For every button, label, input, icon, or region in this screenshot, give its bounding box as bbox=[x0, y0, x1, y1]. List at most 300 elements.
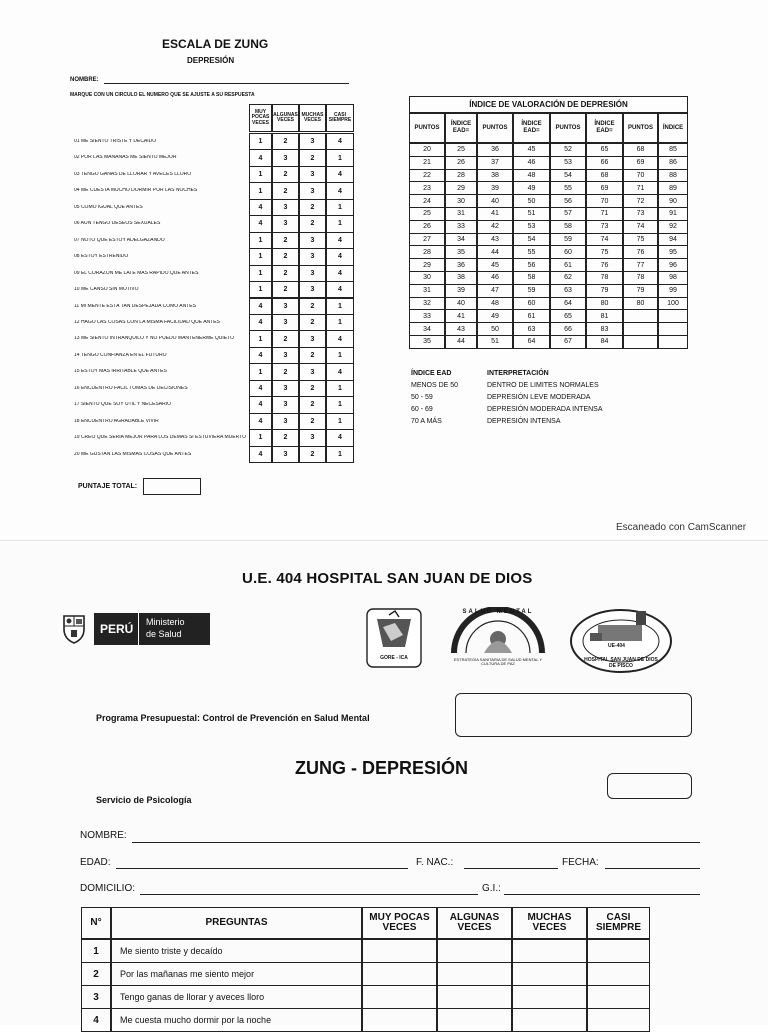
index-cell: 46 bbox=[513, 156, 550, 170]
score-cell: 3 bbox=[299, 363, 326, 380]
index-cell bbox=[658, 322, 688, 336]
score-cell: 4 bbox=[326, 429, 354, 446]
index-cell bbox=[623, 335, 658, 349]
fecha-line[interactable] bbox=[605, 868, 700, 869]
index-cell: 84 bbox=[586, 335, 623, 349]
fnac-line[interactable] bbox=[464, 868, 558, 869]
index-cell: 69 bbox=[623, 156, 658, 170]
hospital-seal-logo bbox=[568, 605, 674, 675]
score-cell: 3 bbox=[272, 314, 299, 331]
index-cell: 80 bbox=[586, 297, 623, 311]
index-cell: 33 bbox=[445, 220, 477, 234]
score-cell: 3 bbox=[299, 133, 326, 150]
index-cell: 34 bbox=[445, 233, 477, 247]
index-cell: 30 bbox=[445, 194, 477, 208]
scale-subtitle: DEPRESIÓN bbox=[187, 56, 235, 65]
score-cell: 4 bbox=[326, 248, 354, 265]
index-cell: 29 bbox=[445, 181, 477, 195]
camscanner-watermark: Escaneado con CamScanner bbox=[616, 522, 747, 533]
question-text: 11 MI MENTE ESTÁ TAN DESPEJADA COMO ANTES bbox=[74, 303, 196, 309]
index-cell: 28 bbox=[409, 245, 445, 259]
question-text: 05 COMO IGUAL QUE ANTES bbox=[74, 204, 143, 210]
score-cell: 1 bbox=[326, 347, 354, 364]
score-cell: 3 bbox=[299, 281, 326, 298]
question-cell: Me cuesta mucho dormir por la noche bbox=[111, 1008, 362, 1032]
index-cell: 45 bbox=[477, 258, 513, 272]
score-cell: 3 bbox=[299, 232, 326, 249]
index-header: PUNTOS bbox=[409, 113, 445, 143]
index-cell: 26 bbox=[409, 220, 445, 234]
name-line bbox=[104, 83, 349, 84]
question-text: 01 ME SIENTO TRISTE Y DECAIDO bbox=[74, 139, 157, 144]
interp-meaning: DENTRO DE LIMITES NORMALES bbox=[487, 382, 599, 389]
index-cell: 71 bbox=[586, 207, 623, 221]
score-cell: 3 bbox=[272, 199, 299, 216]
index-cell bbox=[658, 309, 688, 323]
index-cell: 25 bbox=[409, 207, 445, 221]
logo-divider bbox=[138, 613, 139, 645]
question-text: 12 HAGO LAS COSAS CON LA MISMA FACILIDAD QUE ANTES bbox=[74, 319, 220, 325]
index-cell: 65 bbox=[550, 309, 586, 323]
score-cell: 3 bbox=[299, 166, 326, 183]
score-cell: 1 bbox=[326, 314, 354, 331]
index-cell: 52 bbox=[550, 143, 586, 157]
interp-range: 50 - 59 bbox=[411, 394, 433, 401]
index-cell: 70 bbox=[586, 194, 623, 208]
index-cell: 86 bbox=[658, 156, 688, 170]
index-header: ÍNDICE EAD= bbox=[513, 113, 550, 143]
score-cell: 4 bbox=[326, 330, 354, 347]
hospital-seal-label: HOSPITAL SAN JUAN DE DIOS DE PISCO bbox=[584, 657, 658, 669]
index-cell: 29 bbox=[409, 258, 445, 272]
index-cell: 59 bbox=[550, 233, 586, 247]
index-cell: 60 bbox=[550, 245, 586, 259]
index-cell: 35 bbox=[409, 335, 445, 349]
index-cell: 44 bbox=[445, 335, 477, 349]
table-header: ALGUNAS VECES bbox=[437, 907, 512, 939]
score-cell: 1 bbox=[249, 330, 272, 347]
question-cell: Tengo ganas de llorar y aveces lloro bbox=[111, 985, 362, 1009]
index-cell: 80 bbox=[623, 297, 658, 311]
answer-cell[interactable] bbox=[587, 1008, 650, 1032]
score-cell: 3 bbox=[272, 380, 299, 397]
table-header: MUCHAS VECES bbox=[512, 907, 587, 939]
score-cell: 2 bbox=[272, 248, 299, 265]
minsa-logo bbox=[94, 613, 210, 645]
index-header: ÍNDICE EAD= bbox=[445, 113, 477, 143]
index-cell: 21 bbox=[409, 156, 445, 170]
index-cell: 100 bbox=[658, 297, 688, 311]
table-header: PREGUNTAS bbox=[111, 907, 362, 939]
hospital-seal-ue: UE-404 bbox=[608, 643, 625, 649]
score-cell: 1 bbox=[326, 413, 354, 430]
index-table-title: ÍNDICE DE VALORACIÓN DE DEPRESIÓN bbox=[409, 96, 688, 113]
index-cell: 55 bbox=[550, 181, 586, 195]
index-header: ÍNDICE bbox=[658, 113, 688, 143]
index-cell: 64 bbox=[513, 335, 550, 349]
score-cell: 3 bbox=[299, 265, 326, 282]
answer-cell[interactable] bbox=[512, 985, 587, 1009]
index-cell: 43 bbox=[477, 233, 513, 247]
index-cell: 37 bbox=[477, 156, 513, 170]
index-cell: 34 bbox=[409, 322, 445, 336]
gi-label: G.I.: bbox=[482, 883, 501, 894]
index-cell: 46 bbox=[477, 271, 513, 285]
index-cell: 76 bbox=[623, 245, 658, 259]
index-cell: 38 bbox=[477, 169, 513, 183]
score-cell: 1 bbox=[249, 265, 272, 282]
table-header: MUY POCAS VECES bbox=[362, 907, 437, 939]
interp-header-meaning: INTERPRETACIÓN bbox=[487, 370, 549, 377]
domicilio-line[interactable] bbox=[140, 894, 478, 895]
index-cell: 36 bbox=[445, 258, 477, 272]
answer-header: MUCHAS VECES bbox=[299, 104, 326, 132]
interp-range: 70 A MÁS bbox=[411, 418, 442, 425]
score-cell: 4 bbox=[249, 215, 272, 232]
index-cell: 39 bbox=[477, 181, 513, 195]
nombre-line[interactable] bbox=[132, 842, 700, 843]
index-cell bbox=[623, 309, 658, 323]
scanned-page-2 bbox=[0, 540, 768, 1025]
salud-mental-small: ESTRATEGIA SANITARIA DE SALUD MENTAL Y CULTURA DE PAZ bbox=[453, 657, 543, 667]
score-cell: 1 bbox=[249, 281, 272, 298]
score-cell: 2 bbox=[272, 166, 299, 183]
score-cell: 2 bbox=[272, 429, 299, 446]
score-cell: 1 bbox=[326, 298, 354, 315]
index-cell: 55 bbox=[513, 245, 550, 259]
index-cell: 75 bbox=[623, 233, 658, 247]
score-cell: 4 bbox=[249, 149, 272, 166]
index-cell: 63 bbox=[550, 284, 586, 298]
index-cell: 98 bbox=[658, 271, 688, 285]
total-box bbox=[143, 478, 201, 495]
salud-mental-label: SALUD MENTAL bbox=[462, 609, 534, 615]
score-cell: 3 bbox=[272, 347, 299, 364]
index-cell: 69 bbox=[586, 181, 623, 195]
score-cell: 2 bbox=[299, 314, 326, 331]
code-box bbox=[607, 773, 692, 799]
score-cell: 1 bbox=[249, 166, 272, 183]
name-label: NOMBRE: bbox=[70, 77, 99, 83]
nombre-label: NOMBRE: bbox=[80, 830, 127, 841]
score-cell: 1 bbox=[249, 363, 272, 380]
answer-cell[interactable] bbox=[587, 939, 650, 963]
index-cell: 79 bbox=[586, 284, 623, 298]
score-cell: 2 bbox=[272, 281, 299, 298]
peru-label: PERÚ bbox=[100, 622, 134, 636]
index-cell: 43 bbox=[445, 322, 477, 336]
score-cell: 3 bbox=[299, 248, 326, 265]
domicilio-label: DOMICILIO: bbox=[80, 883, 136, 894]
index-cell: 91 bbox=[658, 207, 688, 221]
interp-meaning: DEPRESIÓN MODERADA INTENSA bbox=[487, 406, 603, 413]
index-cell: 23 bbox=[409, 181, 445, 195]
answer-cell[interactable] bbox=[512, 939, 587, 963]
question-text: 08 ESTOY ESTREÑIDO bbox=[74, 254, 129, 260]
score-cell: 4 bbox=[326, 133, 354, 150]
index-cell: 51 bbox=[477, 335, 513, 349]
row-number: 1 bbox=[81, 939, 111, 963]
index-cell: 77 bbox=[623, 258, 658, 272]
index-cell: 99 bbox=[658, 284, 688, 298]
question-text: 02 POR LAS MAÑANAS ME SIENTO MEJOR bbox=[74, 155, 177, 161]
index-cell: 67 bbox=[550, 335, 586, 349]
index-cell: 59 bbox=[513, 284, 550, 298]
score-cell: 1 bbox=[326, 380, 354, 397]
table-header: N° bbox=[81, 907, 111, 939]
score-cell: 4 bbox=[326, 363, 354, 380]
gore-ica-label: GORE - ICA bbox=[380, 655, 408, 661]
score-cell: 3 bbox=[272, 413, 299, 430]
index-cell: 28 bbox=[445, 169, 477, 183]
index-cell: 57 bbox=[550, 207, 586, 221]
score-cell: 4 bbox=[326, 265, 354, 282]
question-text: 03 TENGO GANAS DE LLORAR Y AVECES LLORO bbox=[74, 171, 192, 177]
ministry-label-1: Ministerio bbox=[146, 617, 185, 627]
score-cell: 4 bbox=[249, 199, 272, 216]
row-number: 2 bbox=[81, 962, 111, 986]
index-cell: 58 bbox=[513, 271, 550, 285]
question-text: 04 ME CUESTA MUCHO DORMIR POR LAS NOCHES bbox=[74, 188, 198, 194]
index-cell: 65 bbox=[586, 143, 623, 157]
ministry-label-2: de Salud bbox=[146, 629, 182, 639]
index-cell: 20 bbox=[409, 143, 445, 157]
instruction-text: MARQUE CON UN CIRCULO EL NUMERO QUE SE AJUSTE A SU RESPUESTA bbox=[70, 92, 255, 98]
answer-cell[interactable] bbox=[437, 985, 512, 1009]
question-text: 17 SIENTO QUE SOY ÚTIL Y NECESARIO bbox=[74, 402, 171, 408]
interp-header-index: ÍNDICE EAD bbox=[411, 370, 452, 377]
answer-header: CASI SIEMPRE bbox=[326, 104, 354, 132]
score-cell: 2 bbox=[299, 298, 326, 315]
fecha-label: FECHA: bbox=[562, 857, 599, 868]
index-cell: 90 bbox=[658, 194, 688, 208]
score-cell: 2 bbox=[299, 199, 326, 216]
row-number: 3 bbox=[81, 985, 111, 1009]
index-cell: 47 bbox=[477, 284, 513, 298]
score-cell: 2 bbox=[272, 265, 299, 282]
index-cell: 35 bbox=[445, 245, 477, 259]
question-text: 10 ME CANSO SIN MOTIVO bbox=[74, 287, 139, 293]
index-cell: 66 bbox=[550, 322, 586, 336]
index-cell: 56 bbox=[550, 194, 586, 208]
score-cell: 2 bbox=[272, 232, 299, 249]
index-cell: 53 bbox=[513, 220, 550, 234]
index-cell: 76 bbox=[586, 258, 623, 272]
score-cell: 2 bbox=[299, 149, 326, 166]
program-box bbox=[455, 693, 692, 737]
index-cell: 70 bbox=[623, 169, 658, 183]
index-cell: 49 bbox=[513, 181, 550, 195]
score-cell: 4 bbox=[326, 166, 354, 183]
index-cell: 54 bbox=[550, 169, 586, 183]
question-cell: Por las mañanas me siento mejor bbox=[111, 962, 362, 986]
gi-line[interactable] bbox=[504, 894, 700, 895]
index-cell: 44 bbox=[477, 245, 513, 259]
answer-cell[interactable] bbox=[362, 939, 437, 963]
index-cell: 42 bbox=[477, 220, 513, 234]
index-cell: 56 bbox=[513, 258, 550, 272]
index-cell: 53 bbox=[550, 156, 586, 170]
index-cell: 78 bbox=[586, 271, 623, 285]
index-cell: 51 bbox=[513, 207, 550, 221]
score-cell: 3 bbox=[272, 215, 299, 232]
score-cell: 3 bbox=[299, 330, 326, 347]
index-cell: 40 bbox=[477, 194, 513, 208]
score-cell: 2 bbox=[299, 215, 326, 232]
index-cell: 58 bbox=[550, 220, 586, 234]
salud-mental-logo bbox=[448, 607, 548, 673]
index-cell bbox=[623, 322, 658, 336]
index-cell: 68 bbox=[623, 143, 658, 157]
question-text: 16 ENCUENTRO FÁCIL TOMAS DE DECISIONES bbox=[74, 385, 188, 391]
index-cell: 22 bbox=[409, 169, 445, 183]
index-header: PUNTOS bbox=[550, 113, 586, 143]
index-cell: 41 bbox=[445, 309, 477, 323]
score-cell: 1 bbox=[326, 199, 354, 216]
score-cell: 1 bbox=[326, 215, 354, 232]
index-cell: 79 bbox=[623, 284, 658, 298]
index-header: ÍNDICE EAD= bbox=[586, 113, 623, 143]
index-cell: 68 bbox=[586, 169, 623, 183]
interp-range: 60 - 69 bbox=[411, 406, 433, 413]
index-cell: 92 bbox=[658, 220, 688, 234]
answer-cell[interactable] bbox=[587, 962, 650, 986]
index-cell bbox=[658, 335, 688, 349]
peru-shield-icon bbox=[61, 613, 87, 645]
index-cell: 50 bbox=[513, 194, 550, 208]
index-cell: 48 bbox=[477, 297, 513, 311]
score-cell: 4 bbox=[249, 314, 272, 331]
index-header: PUNTOS bbox=[477, 113, 513, 143]
answer-cell[interactable] bbox=[437, 939, 512, 963]
index-cell: 39 bbox=[445, 284, 477, 298]
score-cell: 1 bbox=[249, 182, 272, 199]
answer-cell[interactable] bbox=[362, 985, 437, 1009]
index-cell: 95 bbox=[658, 245, 688, 259]
index-cell: 32 bbox=[409, 297, 445, 311]
row-number: 4 bbox=[81, 1008, 111, 1032]
index-cell: 49 bbox=[477, 309, 513, 323]
index-cell: 31 bbox=[445, 207, 477, 221]
score-cell: 4 bbox=[249, 396, 272, 413]
index-cell: 25 bbox=[445, 143, 477, 157]
index-cell: 48 bbox=[513, 169, 550, 183]
hospital-header: U.E. 404 HOSPITAL SAN JUAN DE DIOS bbox=[242, 570, 533, 587]
score-cell: 2 bbox=[272, 133, 299, 150]
score-cell: 4 bbox=[249, 380, 272, 397]
index-cell: 54 bbox=[513, 233, 550, 247]
score-cell: 4 bbox=[326, 281, 354, 298]
score-cell: 3 bbox=[299, 182, 326, 199]
service-label: Servicio de Psicología bbox=[96, 795, 192, 805]
score-cell: 4 bbox=[326, 232, 354, 249]
index-cell: 71 bbox=[623, 181, 658, 195]
index-header: PUNTOS bbox=[623, 113, 658, 143]
question-text: 14 TENGO CONFIANZA EN EL FUTURO bbox=[74, 352, 167, 358]
score-cell: 3 bbox=[272, 149, 299, 166]
index-cell: 89 bbox=[658, 181, 688, 195]
index-cell: 64 bbox=[550, 297, 586, 311]
gore-ica-logo bbox=[365, 607, 423, 669]
index-cell: 41 bbox=[477, 207, 513, 221]
index-cell: 26 bbox=[445, 156, 477, 170]
score-cell: 2 bbox=[299, 380, 326, 397]
answer-cell[interactable] bbox=[512, 1008, 587, 1032]
answer-cell[interactable] bbox=[362, 1008, 437, 1032]
question-text: 15 ESTOY MÁS IRRITABLE QUE ANTES bbox=[74, 369, 167, 375]
score-cell: 3 bbox=[272, 396, 299, 413]
question-text: 19 CREO QUE SERIA MEJOR PARA LOS DEMÁS SI ESTUVIERA MUERTO bbox=[74, 435, 246, 441]
question-text: 18 ENCUENTRO AGRADABLE VIVIR bbox=[74, 418, 159, 424]
answer-cell[interactable] bbox=[437, 962, 512, 986]
index-cell: 50 bbox=[477, 322, 513, 336]
edad-line[interactable] bbox=[116, 868, 408, 869]
index-cell: 61 bbox=[513, 309, 550, 323]
answer-header: ALGUNAS VECES bbox=[272, 104, 299, 132]
score-cell: 1 bbox=[326, 446, 354, 463]
edad-label: EDAD: bbox=[80, 857, 111, 868]
table-header: CASI SIEMPRE bbox=[587, 907, 650, 939]
interp-meaning: DEPRESIÓN INTENSA bbox=[487, 418, 561, 425]
question-text: 13 ME SIENTO INTRANQUILO Y NO PUEDO MANTENERME QUIETO bbox=[74, 336, 234, 342]
answer-cell[interactable] bbox=[362, 962, 437, 986]
form-title: ZUNG - DEPRESIÓN bbox=[295, 758, 469, 778]
interp-meaning: DEPRESIÓN LEVE MODERADA bbox=[487, 394, 591, 401]
score-cell: 4 bbox=[249, 298, 272, 315]
score-cell: 2 bbox=[299, 347, 326, 364]
index-cell: 30 bbox=[409, 271, 445, 285]
index-cell: 27 bbox=[409, 233, 445, 247]
question-text: 06 AUN TENGO DESEOS SEXUALES bbox=[74, 221, 161, 227]
index-cell: 85 bbox=[658, 143, 688, 157]
index-cell: 75 bbox=[586, 245, 623, 259]
index-cell: 88 bbox=[658, 169, 688, 183]
index-cell: 63 bbox=[513, 322, 550, 336]
index-cell: 81 bbox=[586, 309, 623, 323]
answer-cell[interactable] bbox=[512, 962, 587, 986]
answer-cell[interactable] bbox=[437, 1008, 512, 1032]
index-cell: 62 bbox=[550, 271, 586, 285]
score-cell: 2 bbox=[299, 446, 326, 463]
score-cell: 1 bbox=[249, 133, 272, 150]
answer-cell[interactable] bbox=[587, 985, 650, 1009]
answer-header: MUY POCAS VECES bbox=[249, 104, 272, 132]
question-cell: Me siento triste y decaído bbox=[111, 939, 362, 963]
index-cell: 36 bbox=[477, 143, 513, 157]
index-cell: 38 bbox=[445, 271, 477, 285]
score-cell: 1 bbox=[249, 429, 272, 446]
score-cell: 3 bbox=[272, 298, 299, 315]
score-cell: 1 bbox=[249, 248, 272, 265]
score-cell: 2 bbox=[272, 330, 299, 347]
question-text: 20 ME GUSTAN LAS MISMAS COSAS QUE ANTES bbox=[74, 451, 192, 457]
index-cell: 33 bbox=[409, 309, 445, 323]
interp-range: MENOS DE 50 bbox=[411, 382, 459, 389]
index-cell: 83 bbox=[586, 322, 623, 336]
index-cell: 40 bbox=[445, 297, 477, 311]
total-label: PUNTAJE TOTAL: bbox=[78, 483, 138, 490]
score-cell: 1 bbox=[249, 232, 272, 249]
score-cell: 2 bbox=[272, 182, 299, 199]
score-cell: 2 bbox=[299, 413, 326, 430]
fnac-label: F. NAC.: bbox=[416, 857, 454, 868]
index-cell: 94 bbox=[658, 233, 688, 247]
score-cell: 3 bbox=[299, 429, 326, 446]
index-cell: 78 bbox=[623, 271, 658, 285]
index-cell: 60 bbox=[513, 297, 550, 311]
score-cell: 4 bbox=[249, 347, 272, 364]
index-cell: 72 bbox=[623, 194, 658, 208]
